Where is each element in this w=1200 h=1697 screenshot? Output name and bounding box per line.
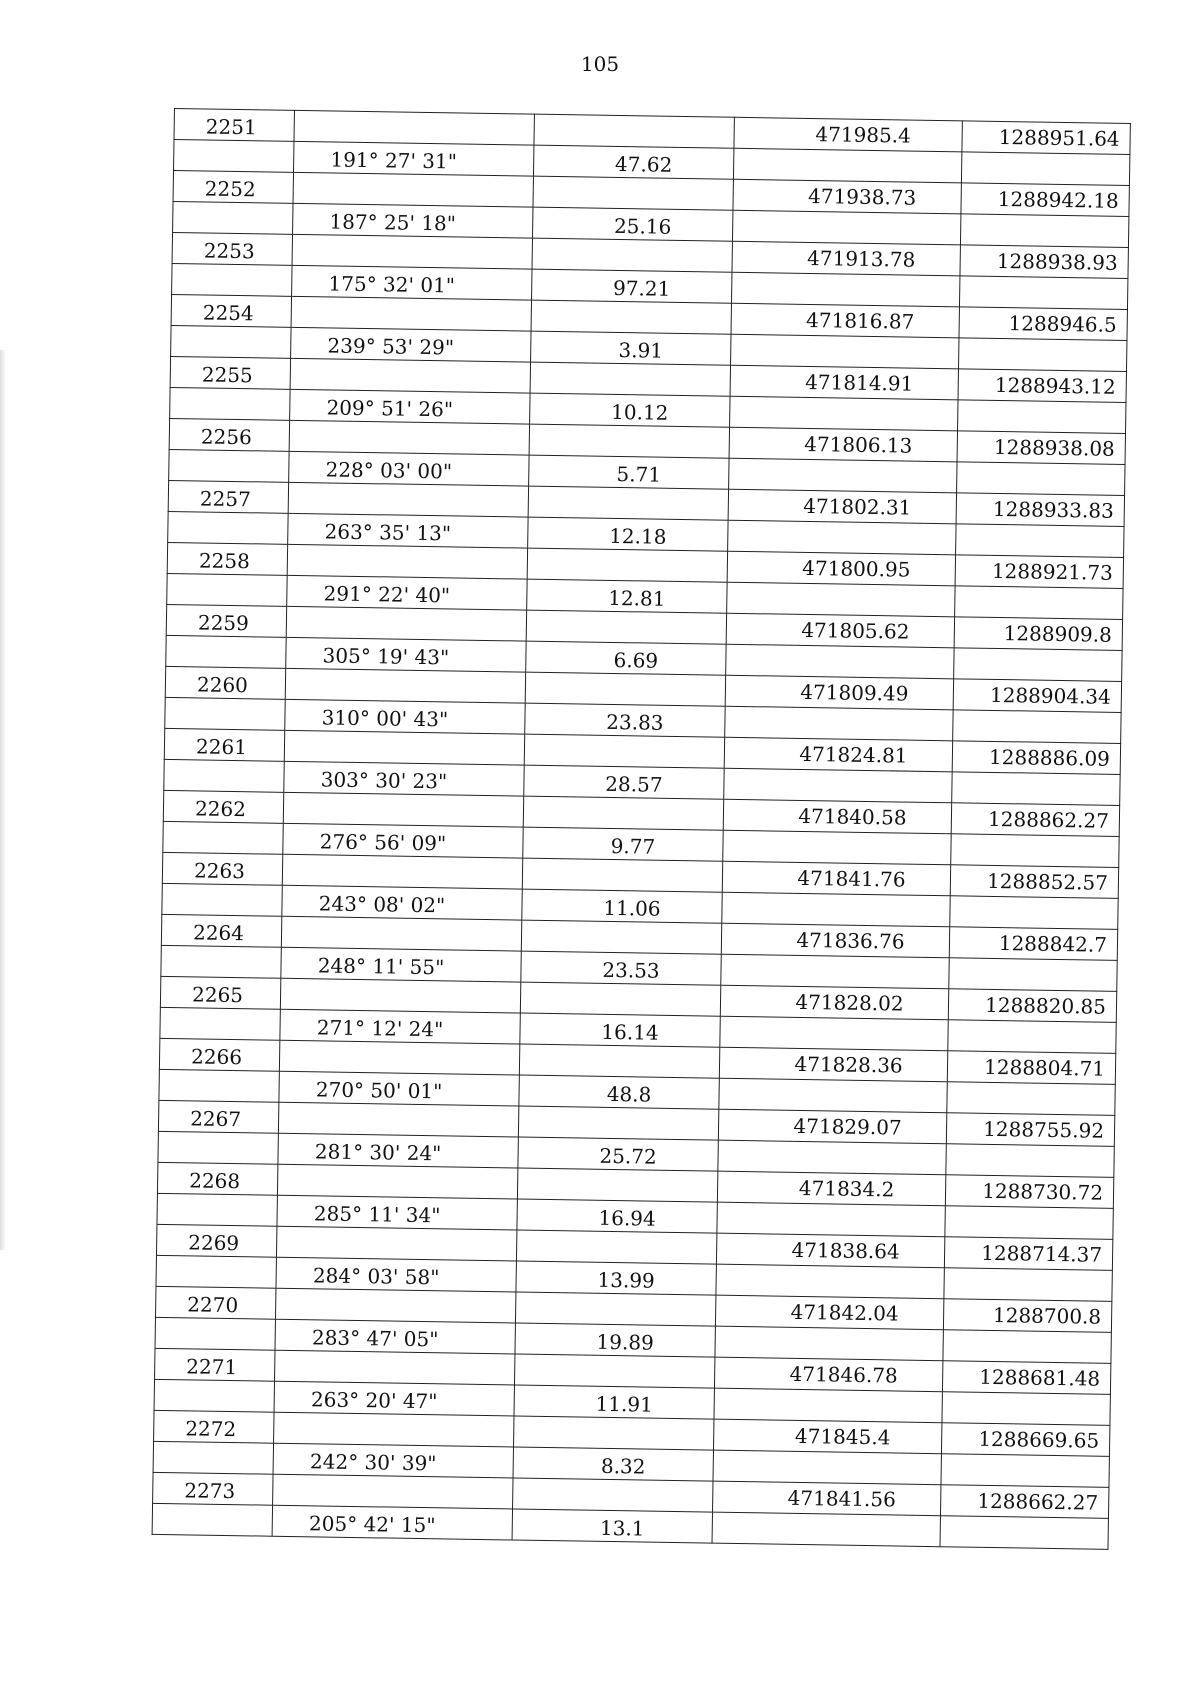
distance-cell: [522, 858, 722, 892]
station-cell: 2258: [167, 542, 287, 575]
easting-cell: [958, 400, 1126, 434]
bearing-cell: 239° 53' 29": [291, 327, 531, 362]
easting-cell: [945, 1206, 1113, 1240]
bearing-cell: [292, 234, 532, 269]
easting-cell: 1288942.18: [961, 183, 1129, 217]
easting-cell: 1288842.7: [949, 927, 1117, 961]
easting-cell: [942, 1392, 1110, 1426]
distance-cell: 6.69: [526, 641, 726, 675]
easting-cell: 1288700.8: [943, 1299, 1111, 1333]
distance-cell: 9.77: [523, 827, 723, 861]
northing-cell: [713, 1450, 941, 1485]
easting-cell: [940, 1516, 1108, 1550]
northing-cell: 471840.58: [723, 799, 951, 834]
easting-cell: [952, 772, 1120, 806]
distance-cell: [518, 1106, 718, 1140]
survey-coordinates-table: [152, 108, 1131, 1550]
easting-cell: 1288820.85: [948, 989, 1116, 1023]
station-cell: 2264: [161, 914, 281, 947]
bearing-cell: [276, 1226, 516, 1261]
distance-cell: [525, 672, 725, 706]
easting-cell: [954, 648, 1122, 682]
bearing-cell: 285° 11' 34": [277, 1195, 517, 1230]
bearing-cell: [285, 668, 525, 703]
distance-cell: [514, 1354, 714, 1388]
bearing-cell: [288, 482, 528, 517]
easting-cell: [959, 276, 1127, 310]
distance-cell: [526, 610, 726, 644]
easting-cell: [941, 1454, 1109, 1488]
northing-cell: 471802.31: [728, 489, 956, 524]
northing-cell: 471828.02: [720, 985, 948, 1020]
distance-cell: 16.14: [520, 1013, 720, 1047]
distance-cell: [534, 114, 734, 148]
easting-cell: [955, 586, 1123, 620]
station-cell: 2266: [159, 1038, 279, 1071]
easting-cell: [961, 152, 1129, 186]
station-cell: [174, 140, 294, 173]
bearing-cell: 228° 03' 00": [289, 451, 529, 486]
bearing-cell: 242° 30' 39": [273, 1443, 513, 1478]
station-cell: 2255: [170, 356, 290, 389]
easting-cell: [947, 1082, 1115, 1116]
distance-cell: 25.16: [532, 207, 732, 241]
distance-cell: [530, 362, 730, 396]
bearing-cell: 270° 50' 01": [279, 1071, 519, 1106]
distance-cell: [531, 300, 731, 334]
bearing-cell: 303° 30' 23": [284, 761, 524, 796]
distance-cell: [517, 1168, 717, 1202]
station-cell: 2252: [173, 171, 293, 204]
easting-cell: [960, 214, 1128, 248]
easting-cell: 1288943.12: [958, 369, 1126, 403]
easting-cell: [951, 834, 1119, 868]
easting-cell: 1288938.08: [957, 431, 1125, 465]
bearing-cell: 310° 00' 43": [285, 699, 525, 734]
bearing-cell: 209° 51' 26": [290, 389, 530, 424]
station-cell: 2270: [156, 1286, 276, 1319]
easting-cell: 1288946.5: [959, 307, 1127, 341]
distance-cell: [515, 1292, 715, 1326]
easting-cell: 1288669.65: [941, 1423, 1109, 1457]
station-cell: 2260: [165, 666, 285, 699]
station-cell: [152, 1503, 272, 1536]
distance-cell: [528, 486, 728, 520]
station-cell: [155, 1317, 275, 1350]
northing-cell: 471800.95: [727, 551, 955, 586]
station-cell: [159, 1069, 279, 1102]
northing-cell: 471809.49: [725, 675, 953, 710]
bearing-cell: [279, 1040, 519, 1075]
distance-cell: [529, 424, 729, 458]
bearing-cell: [283, 792, 523, 827]
bearing-cell: 281° 30' 24": [278, 1133, 518, 1168]
station-cell: 2269: [156, 1224, 276, 1257]
easting-cell: [953, 710, 1121, 744]
northing-cell: 471816.87: [731, 303, 959, 338]
station-cell: [169, 449, 289, 482]
northing-cell: [723, 830, 951, 865]
station-cell: 2254: [171, 294, 291, 327]
easting-cell: 1288852.57: [950, 865, 1118, 899]
bearing-cell: 291° 22' 40": [287, 575, 527, 610]
bearing-cell: [290, 358, 530, 393]
northing-cell: [724, 768, 952, 803]
station-cell: 2257: [168, 480, 288, 513]
station-cell: [157, 1193, 277, 1226]
distance-cell: [523, 796, 723, 830]
northing-cell: [720, 1016, 948, 1051]
bearing-cell: [293, 172, 533, 207]
easting-cell: [949, 958, 1117, 992]
bearing-cell: 271° 12' 24": [280, 1009, 520, 1044]
station-cell: [156, 1255, 276, 1288]
northing-cell: [732, 272, 960, 307]
bearing-cell: [287, 544, 527, 579]
bearing-cell: 263° 20' 47": [274, 1381, 514, 1416]
distance-cell: 13.99: [516, 1261, 716, 1295]
easting-cell: 1288904.34: [953, 679, 1121, 713]
bearing-cell: [284, 730, 524, 765]
station-cell: 2263: [162, 852, 282, 885]
station-cell: 2272: [154, 1410, 274, 1443]
easting-cell: 1288755.92: [946, 1113, 1114, 1147]
northing-cell: 471846.78: [714, 1357, 942, 1392]
bearing-cell: [291, 296, 531, 331]
northing-cell: [732, 210, 960, 245]
station-cell: [173, 201, 293, 234]
table-body: [152, 109, 1130, 1550]
easting-cell: 1288938.93: [960, 245, 1128, 279]
bearing-cell: [280, 978, 520, 1013]
station-cell: 2253: [172, 232, 292, 265]
distance-cell: 11.06: [522, 889, 722, 923]
distance-cell: [532, 238, 732, 272]
station-cell: 2259: [166, 604, 286, 637]
distance-cell: [527, 548, 727, 582]
bearing-cell: 248° 11' 55": [281, 947, 521, 982]
distance-cell: 19.89: [515, 1323, 715, 1357]
station-cell: [154, 1379, 274, 1412]
northing-cell: 471834.2: [717, 1171, 945, 1206]
distance-cell: 23.53: [521, 951, 721, 985]
distance-cell: [533, 176, 733, 210]
northing-cell: [718, 1140, 946, 1175]
northing-cell: [728, 520, 956, 555]
easting-cell: [956, 524, 1124, 558]
northing-cell: 471845.4: [713, 1419, 941, 1454]
station-cell: 2273: [153, 1472, 273, 1505]
easting-cell: [943, 1330, 1111, 1364]
distance-cell: [516, 1230, 716, 1264]
station-cell: 2261: [164, 728, 284, 761]
station-cell: 2267: [158, 1100, 278, 1133]
scan-edge-shadow: [0, 350, 6, 1250]
northing-cell: 471806.13: [729, 427, 957, 462]
bearing-cell: 284° 03' 58": [276, 1257, 516, 1292]
distance-cell: 28.57: [524, 765, 724, 799]
bearing-cell: 187° 25' 18": [293, 203, 533, 238]
northing-cell: 471836.76: [721, 923, 949, 958]
easting-cell: 1288804.71: [947, 1051, 1115, 1085]
station-cell: 2265: [160, 976, 280, 1009]
bearing-cell: [282, 854, 522, 889]
station-cell: 2271: [155, 1348, 275, 1381]
station-cell: [164, 759, 284, 792]
bearing-cell: [277, 1164, 517, 1199]
northing-cell: [719, 1078, 947, 1113]
station-cell: [170, 387, 290, 420]
easting-cell: 1288730.72: [945, 1175, 1113, 1209]
bearing-cell: [275, 1350, 515, 1385]
bearing-cell: 263° 35' 13": [288, 513, 528, 548]
bearing-cell: 276° 56' 09": [283, 823, 523, 858]
station-cell: [165, 697, 285, 730]
northing-cell: 471829.07: [718, 1109, 946, 1144]
easting-cell: [946, 1144, 1114, 1178]
easting-cell: [948, 1020, 1116, 1054]
distance-cell: 25.72: [518, 1137, 718, 1171]
easting-cell: 1288714.37: [944, 1237, 1112, 1271]
bearing-cell: 205° 42' 15": [272, 1505, 512, 1540]
station-cell: [160, 1007, 280, 1040]
easting-cell: [958, 338, 1126, 372]
station-cell: 2268: [157, 1162, 277, 1195]
station-cell: [166, 635, 286, 668]
station-cell: [167, 573, 287, 606]
station-cell: [163, 821, 283, 854]
page-number: 105: [580, 52, 620, 76]
distance-cell: [524, 734, 724, 768]
distance-cell: 8.32: [513, 1447, 713, 1481]
distance-cell: 13.1: [512, 1509, 712, 1543]
northing-cell: [725, 706, 953, 741]
northing-cell: 471805.62: [726, 613, 954, 648]
northing-cell: [714, 1388, 942, 1423]
station-cell: 2262: [163, 790, 283, 823]
station-cell: [161, 945, 281, 978]
distance-cell: [514, 1416, 714, 1450]
northing-cell: [729, 458, 957, 493]
northing-cell: 471824.81: [724, 737, 952, 772]
distance-cell: 12.18: [528, 517, 728, 551]
bearing-cell: [274, 1412, 514, 1447]
station-cell: [162, 883, 282, 916]
easting-cell: 1288909.8: [954, 617, 1122, 651]
northing-cell: [716, 1264, 944, 1299]
distance-cell: 23.83: [525, 703, 725, 737]
bearing-cell: [273, 1474, 513, 1509]
northing-cell: [730, 396, 958, 431]
bearing-cell: [278, 1102, 518, 1137]
northing-cell: 471841.56: [713, 1481, 941, 1516]
northing-cell: [717, 1202, 945, 1237]
northing-cell: 471985.4: [734, 117, 962, 152]
easting-cell: 1288886.09: [952, 741, 1120, 775]
bearing-cell: [289, 420, 529, 455]
distance-cell: 48.8: [519, 1075, 719, 1109]
northing-cell: 471841.76: [722, 861, 950, 896]
northing-cell: [721, 954, 949, 989]
distance-cell: 3.91: [531, 331, 731, 365]
bearing-cell: 305° 19' 43": [286, 637, 526, 672]
easting-cell: 1288921.73: [955, 555, 1123, 589]
northing-cell: 471814.91: [730, 365, 958, 400]
easting-cell: [957, 462, 1125, 496]
bearing-cell: 175° 32' 01": [292, 265, 532, 300]
northing-cell: [712, 1512, 940, 1547]
easting-cell: 1288933.83: [956, 493, 1124, 527]
easting-cell: 1288951.64: [962, 121, 1130, 155]
northing-cell: [731, 334, 959, 369]
station-cell: [158, 1131, 278, 1164]
northing-cell: [727, 582, 955, 617]
distance-cell: 11.91: [514, 1385, 714, 1419]
easting-cell: 1288862.27: [951, 803, 1119, 837]
distance-cell: 5.71: [529, 455, 729, 489]
station-cell: [172, 263, 292, 296]
station-cell: 2251: [174, 109, 294, 142]
bearing-cell: 283° 47' 05": [275, 1319, 515, 1354]
northing-cell: [733, 148, 961, 183]
northing-cell: [726, 644, 954, 679]
bearing-cell: 191° 27' 31": [294, 141, 534, 176]
easting-cell: [944, 1268, 1112, 1302]
northing-cell: 471842.04: [715, 1295, 943, 1330]
easting-cell: 1288681.48: [942, 1361, 1110, 1395]
station-cell: [171, 325, 291, 358]
bearing-cell: [281, 916, 521, 951]
northing-cell: [722, 892, 950, 927]
distance-cell: 16.94: [517, 1199, 717, 1233]
station-cell: [153, 1441, 273, 1474]
bearing-cell: 243° 08' 02": [282, 885, 522, 920]
northing-cell: 471938.73: [733, 179, 961, 214]
distance-cell: [521, 920, 721, 954]
distance-cell: [513, 1478, 713, 1512]
distance-cell: 97.21: [532, 269, 732, 303]
bearing-cell: [294, 110, 534, 145]
easting-cell: 1288662.27: [940, 1485, 1108, 1519]
bearing-cell: [286, 606, 526, 641]
distance-cell: [520, 982, 720, 1016]
distance-cell: 10.12: [530, 393, 730, 427]
station-cell: [168, 511, 288, 544]
easting-cell: [950, 896, 1118, 930]
northing-cell: [715, 1326, 943, 1361]
station-cell: 2256: [169, 418, 289, 451]
distance-cell: 47.62: [533, 145, 733, 179]
bearing-cell: [275, 1288, 515, 1323]
northing-cell: 471838.64: [716, 1233, 944, 1268]
northing-cell: 471913.78: [732, 241, 960, 276]
distance-cell: 12.81: [527, 579, 727, 613]
northing-cell: 471828.36: [719, 1047, 947, 1082]
distance-cell: [519, 1044, 719, 1078]
